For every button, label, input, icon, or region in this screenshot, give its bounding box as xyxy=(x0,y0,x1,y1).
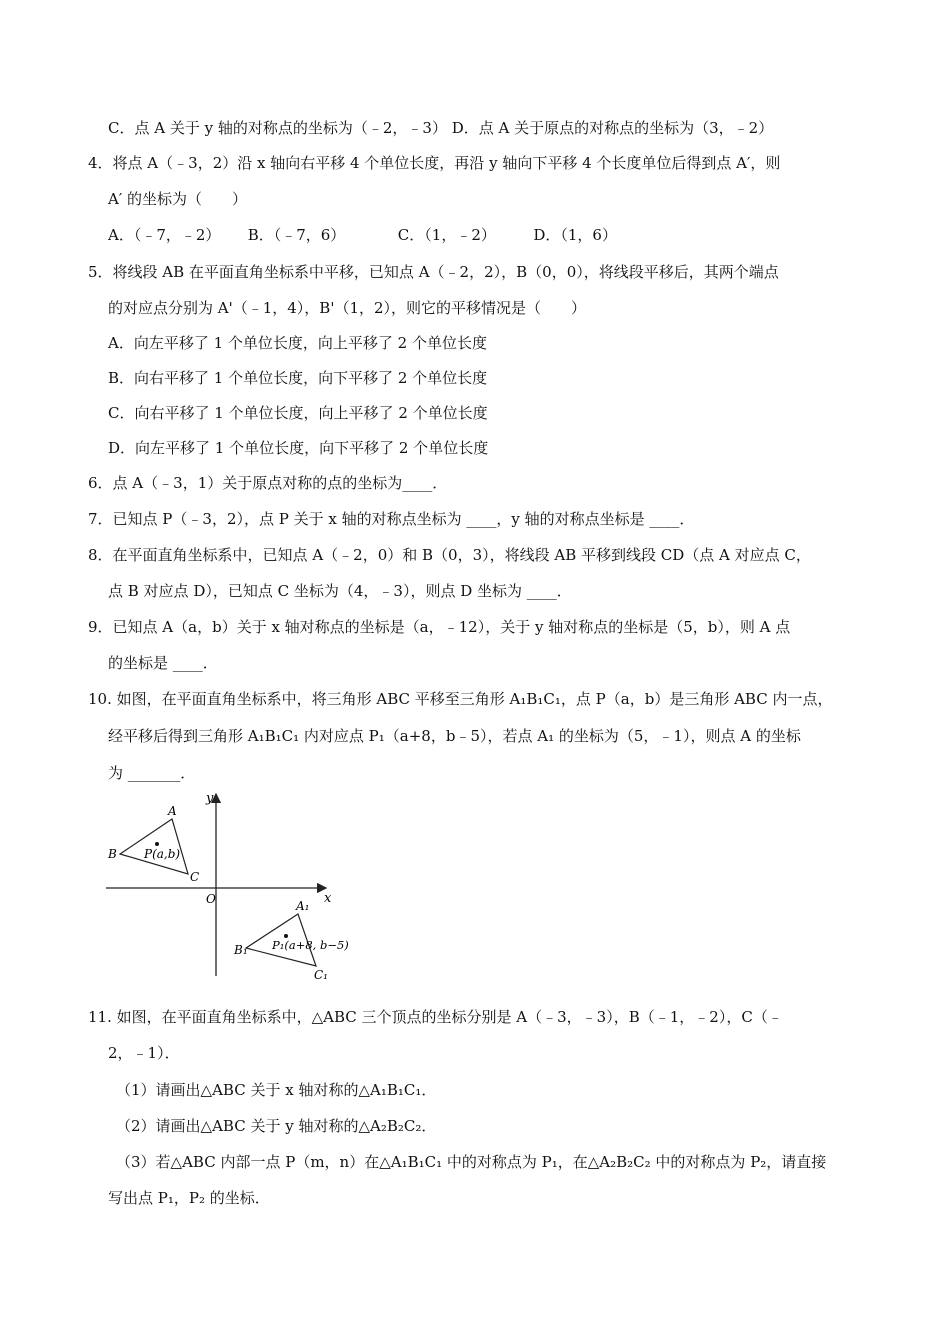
q8-line1: 8．在平面直角坐标系中，已知点 A（﹣2，0）和 B（0，3），将线段 AB 平移到线段 CD（点 A 对应点 C， xyxy=(88,546,811,564)
q10-line2: 经平移后得到三角形 A₁B₁C₁ 内对应点 P₁（a+8，b﹣5），若点 A₁ 的坐标为（5，﹣1），则点 A 的坐标 xyxy=(108,727,801,745)
label-c1: C₁ xyxy=(314,968,328,982)
q4-stem-line2: A′ 的坐标为（ ） xyxy=(108,190,248,208)
q9-line1: 9．已知点 A（a，b）关于 x 轴对称点的坐标是（a，﹣12），关于 y 轴对称点的坐标是（5，b），则 A 点 xyxy=(88,618,791,636)
q11-part3-line2: 写出点 P₁，P₂ 的坐标． xyxy=(108,1189,270,1207)
q6: 6．点 A（﹣3，1）关于原点对称的点的坐标为____． xyxy=(88,474,448,492)
q11-line1: 11. 如图，在平面直角坐标系中，△ABC 三个顶点的坐标分别是 A（﹣3，﹣3），B（﹣1，﹣2），C（﹣ xyxy=(88,1008,783,1026)
q8-line2: 点 B 对应点 D），已知点 C 坐标为（4，﹣3），则点 D 坐标为 ____． xyxy=(108,582,572,600)
q5-option-d: D．向左平移了 1 个单位长度，向下平移了 2 个单位长度 xyxy=(108,439,489,457)
label-b: B xyxy=(108,847,117,861)
label-b1: B₁ xyxy=(234,943,248,957)
label-p: P(a,b) xyxy=(144,847,181,861)
q10-figure xyxy=(100,786,349,982)
q5-option-c: C．向右平移了 1 个单位长度，向上平移了 2 个单位长度 xyxy=(108,404,488,422)
origin-label: O xyxy=(206,892,216,906)
q11-part3-line1: （3）若△ABC 内部一点 P（m，n）在△A₁B₁C₁ 中的对称点为 P₁，在△A₂B₂C₂ 中的对称点为 P₂，请直接 xyxy=(116,1153,827,1171)
q11-line2: 2，﹣1）． xyxy=(108,1044,180,1062)
q5-option-a: A．向左平移了 1 个单位长度，向上平移了 2 个单位长度 xyxy=(108,334,487,352)
q3-option-c-d: C．点 A 关于 y 轴的对称点的坐标为（﹣2，﹣3） D．点 A 关于原点的对称点的坐标为（3，﹣2） xyxy=(108,119,774,137)
y-axis-label: y xyxy=(206,791,214,806)
label-a: A xyxy=(168,804,177,818)
x-axis-label: x xyxy=(324,891,332,906)
q11-part1: （1）请画出△ABC 关于 x 轴对称的△A₁B₁C₁． xyxy=(116,1081,437,1099)
q9-line2: 的坐标是 ____． xyxy=(108,654,218,672)
label-a1: A₁ xyxy=(296,899,310,913)
q4-options: A．（﹣7，﹣2） B．（﹣7，6） C．（1，﹣2） D．（1，6） xyxy=(108,226,617,244)
q5-stem-line1: 5．将线段 AB 在平面直角坐标系中平移，已知点 A（﹣2，2），B（0，0），将线段平移后，其两个端点 xyxy=(88,263,779,281)
q5-stem-line2: 的对应点分别为 A'（﹣1，4），B'（1，2），则它的平移情况是（ ） xyxy=(108,299,587,317)
q7: 7．已知点 P（﹣3，2），点 P 关于 x 轴的对称点坐标为 ____，y 轴的对称点坐标是 ____． xyxy=(88,510,695,528)
q4-stem-line1: 4．将点 A（﹣3，2）沿 x 轴向右平移 4 个单位长度，再沿 y 轴向下平移 4 个长度单位后得到点 A′，则 xyxy=(88,154,781,172)
q10-line3: 为 _______． xyxy=(108,764,196,782)
q11-part2: （2）请画出△ABC 关于 y 轴对称的△A₂B₂C₂． xyxy=(116,1117,437,1135)
point-p xyxy=(155,842,159,846)
label-c: C xyxy=(190,870,200,884)
q10-line1: 10. 如图，在平面直角坐标系中，将三角形 ABC 平移至三角形 A₁B₁C₁，点 P（a，b）是三角形 ABC 内一点， xyxy=(88,690,833,708)
label-p1: P₁(a+8, b−5) xyxy=(272,938,349,952)
q5-option-b: B．向右平移了 1 个单位长度，向下平移了 2 个单位长度 xyxy=(108,369,488,387)
